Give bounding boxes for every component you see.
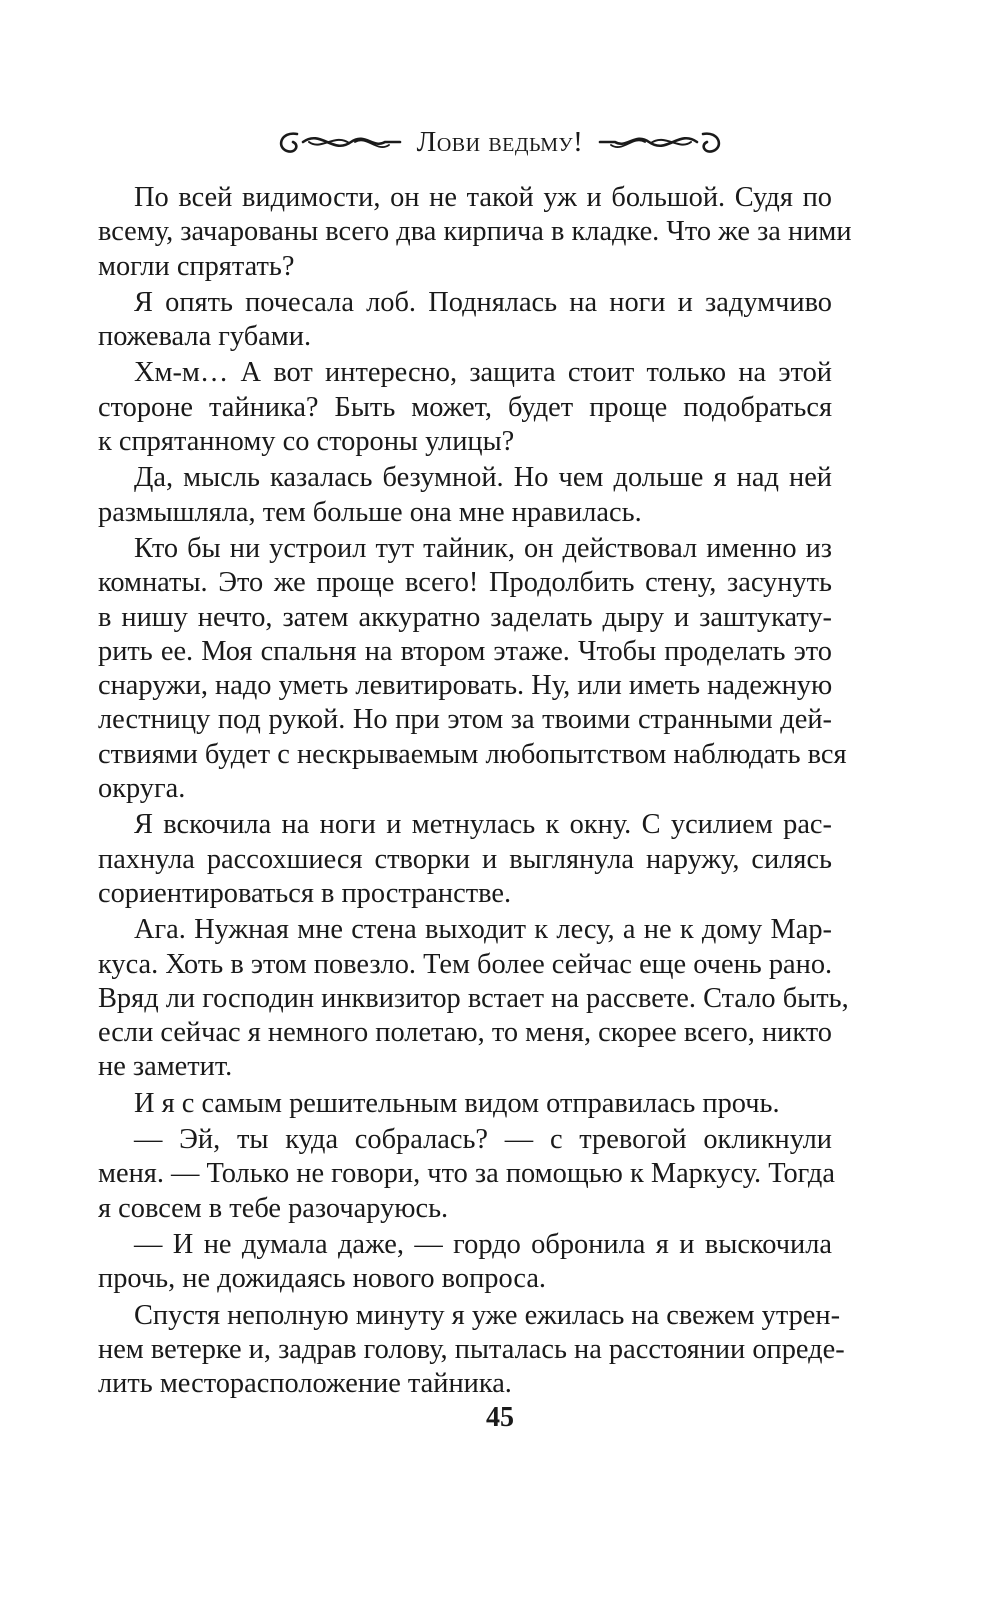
text-line: лить месторасположение тайника. [98,1368,512,1400]
flourish-right-icon [597,125,727,159]
paragraph [98,286,832,355]
paragraph [98,532,847,806]
text-line: не заметит. [98,1051,233,1083]
text-line: Да, мысль казалась безумной. Но чем дольше я над ней [134,462,832,494]
text-line: я совсем в тебе разочаруюсь. [98,1192,449,1224]
text-line: могли спрятать? [98,250,295,282]
text-line: стороне тайника? Быть может, будет проще подобраться [98,391,832,423]
paragraph [98,1299,845,1402]
text-line: прочь, не дожидаясь нового вопроса. [98,1263,547,1295]
paragraph [98,181,852,284]
text-line: к спрятанному со стороны улицы? [98,426,515,458]
paragraph [98,808,832,911]
text-line: И я с самым решительным видом отправилась прочь. [134,1087,780,1119]
text-line: Хм-м… А вот интересно, защита стоит только на этой [134,357,832,389]
paragraph [98,1123,835,1226]
text-line: куса. Хоть в этом повезло. Тем более сейчас еще очень рано. [98,948,833,980]
text-line: пожевала губами. [98,321,312,353]
text-line: — Эй, ты куда собралась? — с тревогой окликнули [134,1124,832,1156]
text-line: снаружи, надо уметь левитировать. Ну, или иметь надежную [98,670,833,702]
text-line: Я опять почесала лоб. Поднялась на ноги и задумчиво [134,286,832,318]
text-line: ствиями будет с нескрываемым любопытством наблюдать вся [98,738,847,770]
paragraph [98,1228,832,1297]
body-text [98,181,852,1401]
text-line: в нишу нечто, затем аккуратно заделать дыру и заштукату- [98,601,832,633]
page-number: 45 [486,1402,514,1433]
text-line: Я вскочила на ноги и метнулась к окну. С усилием рас- [134,809,832,841]
text-line: комнаты. Это же проще всего! Продолбить стену, засунуть [98,567,832,599]
flourish-left-icon [273,125,403,159]
text-line: нем ветерке и, задрав голову, пыталась на расстоянии опреде- [98,1333,845,1365]
running-header [0,122,1000,162]
paragraph [98,461,832,530]
text-line: — И не думала даже, — гордо обронила я и выскочила [134,1228,832,1260]
text-line: По всей видимости, он не такой уж и большой. Судя по [134,182,832,213]
running-header-title: Лови ведьму! [416,125,584,158]
text-line: размышляла, тем больше она мне нравилась. [98,496,642,528]
text-line: Вряд ли господин инквизитор встает на рассвете. Стало быть, [98,982,849,1014]
text-line: если сейчас я немного полетаю, то меня, скорее всего, никто [98,1017,832,1049]
text-line: Спустя неполную минуту я уже ежилась на свежем утрен- [134,1299,841,1331]
text-line: Кто бы ни устроил тут тайник, он действовал именно из [134,532,832,564]
paragraph [98,356,832,459]
text-line: всему, зачарованы всего два кирпича в кладке. Что же за ними [98,216,852,248]
text-line: сориентироваться в пространстве. [98,877,512,909]
paragraph [98,913,849,1084]
text-line: пахнула рассохшиеся створки и выглянула наружу, силясь [98,843,832,875]
text-line: меня. — Только не говори, что за помощью к Маркусу. Тогда [98,1158,835,1190]
text-line: округа. [98,773,186,805]
paragraph [98,1087,832,1121]
text-line: Ага. Нужная мне стена выходит к лесу, а не к дому Мар- [134,914,832,946]
text-line: рить ее. Моя спальня на втором этаже. Чтобы проделать это [98,635,832,667]
text-line: лестницу под рукой. Но при этом за твоими странными дей- [98,704,832,736]
